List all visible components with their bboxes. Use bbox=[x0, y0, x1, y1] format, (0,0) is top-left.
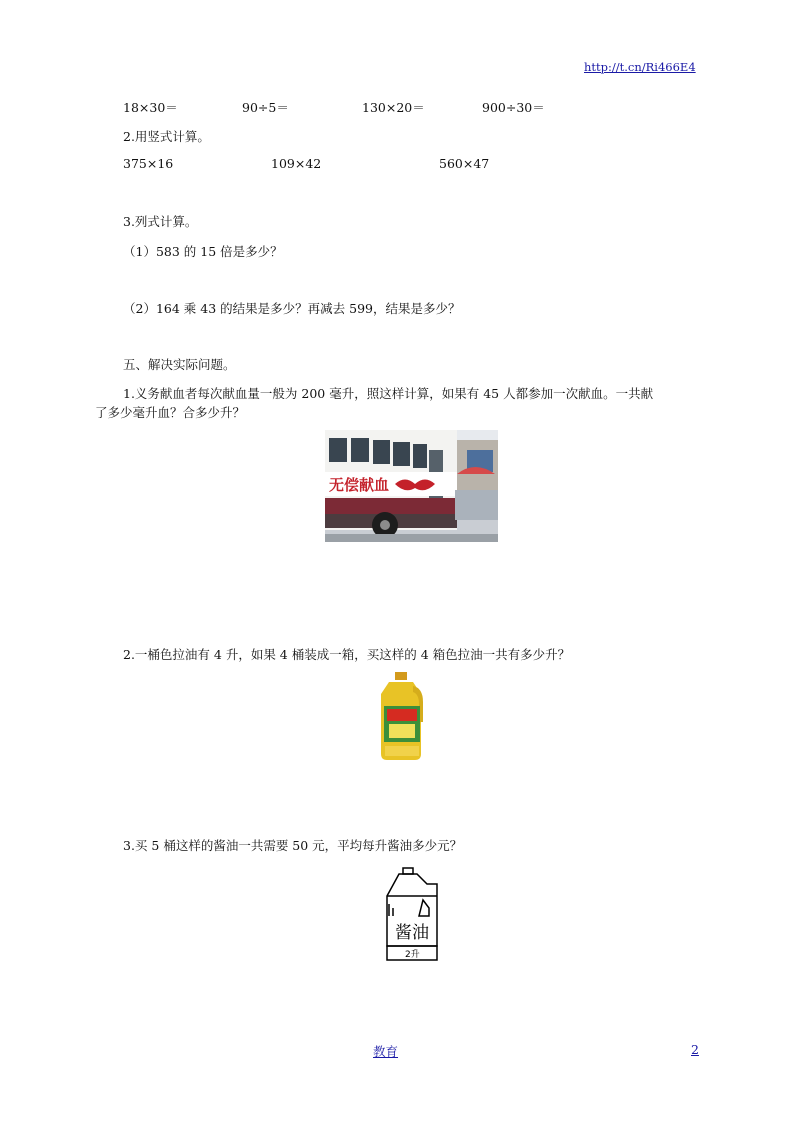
formula-question-1: （1）583 的 15 倍是多少？ bbox=[123, 244, 283, 259]
oral-item-3: 130×20＝ bbox=[362, 100, 425, 115]
problem-1-line-2: 了多少毫升血？合多少升？ bbox=[95, 405, 246, 420]
vertical-item-2: 109×42 bbox=[271, 156, 322, 171]
footer-center-link[interactable]: 教育 bbox=[373, 1044, 399, 1059]
header-url-link[interactable]: http://t.cn/Ri466E4 bbox=[584, 60, 696, 74]
section5-title: 五、解决实际问题。 bbox=[123, 357, 236, 372]
problem-1-line-1: 1.义务献血者每次献血量一般为 200 毫升，照这样计算，如果有 45 人都参加一次献血。一共献 bbox=[123, 386, 654, 401]
salad-oil-bottle-image bbox=[377, 672, 427, 762]
oral-item-2: 90÷5＝ bbox=[242, 100, 289, 115]
soy-volume-text: 2升 bbox=[405, 950, 420, 960]
problem-3-text: 3.买 5 桶这样的酱油一共需要 50 元，平均每升酱油多少元？ bbox=[123, 838, 463, 853]
problem-2-text: 2.一桶色拉油有 4 升，如果 4 桶装成一箱，买这样的 4 箱色拉油一共有多少升？ bbox=[123, 647, 571, 662]
footer-page-number[interactable]: 2 bbox=[691, 1042, 699, 1057]
soy-sauce-bottle-drawing bbox=[385, 866, 445, 962]
formula-question-2: （2）164 乘 43 的结果是多少？再减去 599，结果是多少？ bbox=[123, 301, 461, 316]
oral-item-4: 900÷30＝ bbox=[482, 100, 545, 115]
soy-label-text: 酱油 bbox=[395, 923, 429, 943]
formula-calc-title: 3.列式计算。 bbox=[123, 214, 198, 229]
bus-sign-text: 无偿献血 bbox=[329, 476, 390, 494]
vertical-item-3: 560×47 bbox=[439, 156, 490, 171]
oral-item-1: 18×30＝ bbox=[123, 100, 178, 115]
blood-bus-photo bbox=[325, 430, 498, 542]
vertical-item-1: 375×16 bbox=[123, 156, 174, 171]
vertical-calc-title: 2.用竖式计算。 bbox=[123, 129, 210, 144]
